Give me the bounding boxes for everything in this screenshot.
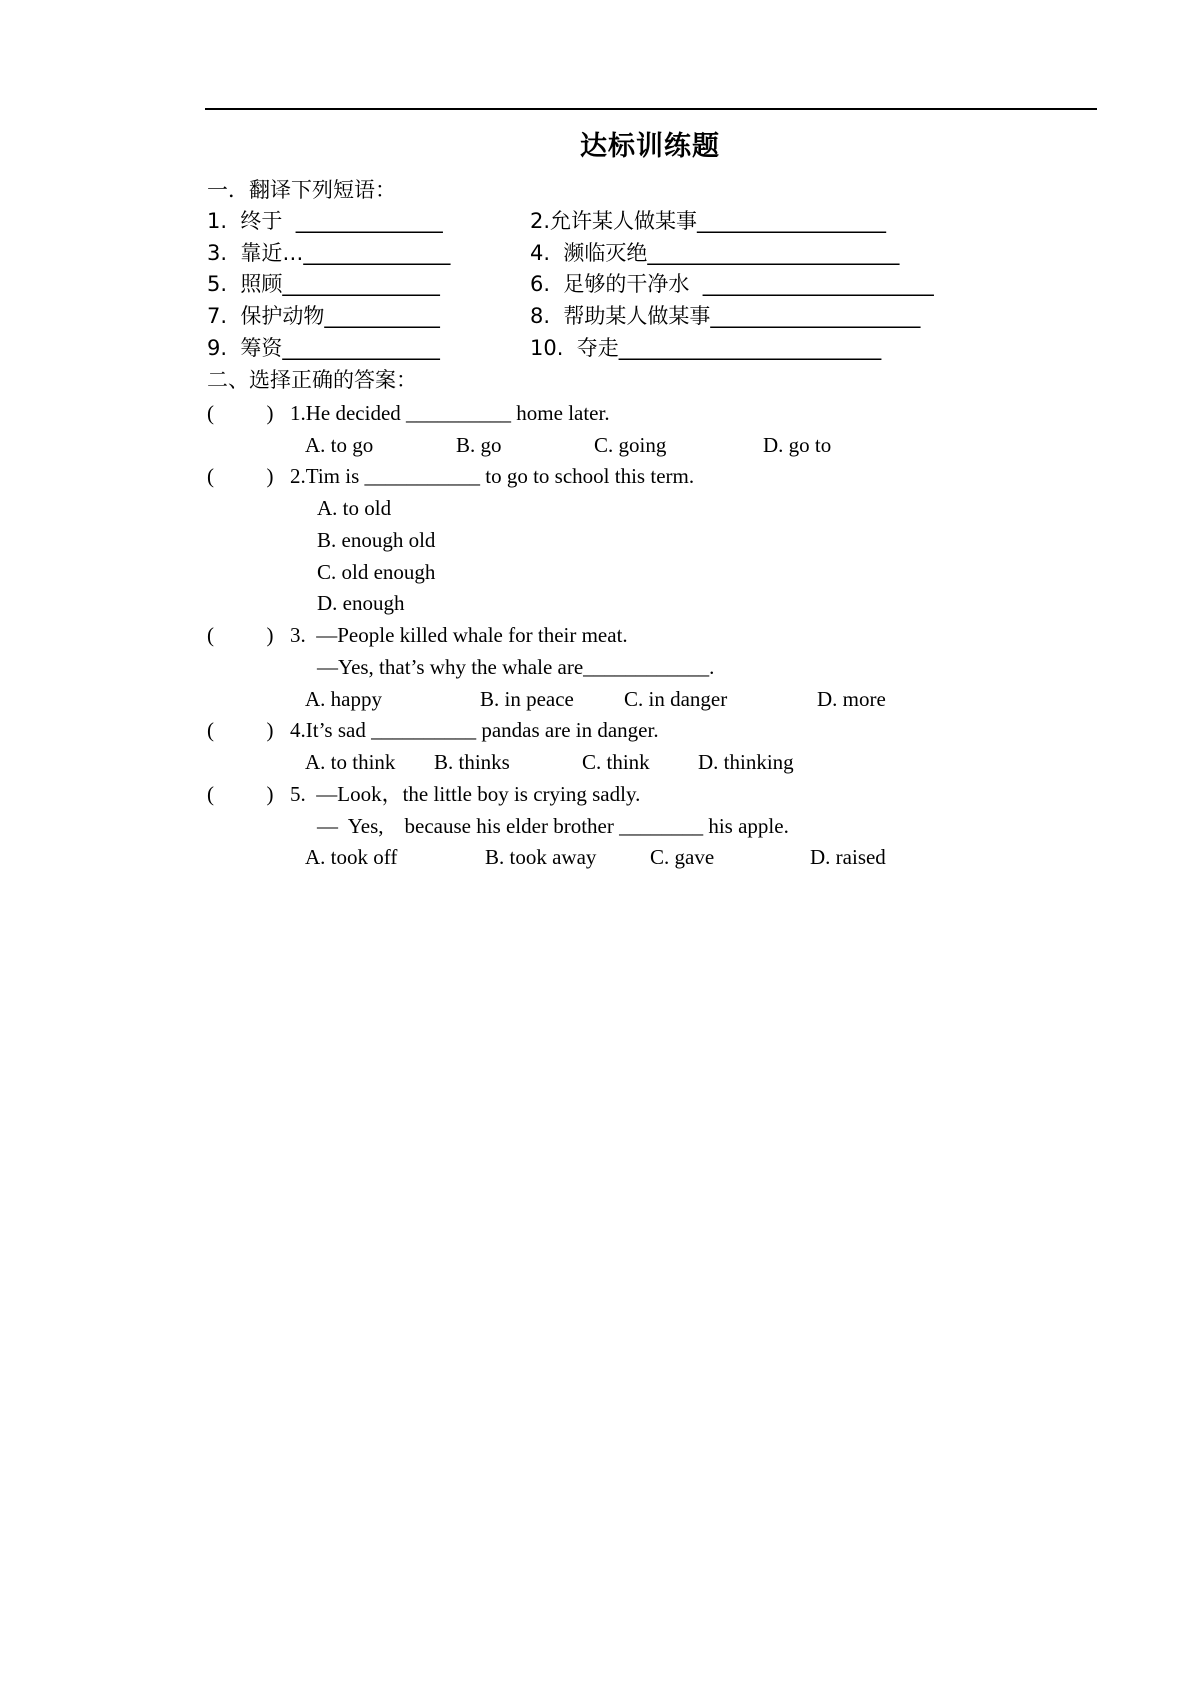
question-stem-reply: — Yes, because his elder brother ________ his apple.: [317, 814, 789, 838]
question-stem: 4.It’s sad __________ pandas are in danger.: [290, 718, 659, 742]
section2-heading: 二、选择正确的答案：: [207, 368, 417, 392]
answer-paren: ( ): [207, 464, 274, 488]
question-stem: 1.He decided __________ home later.: [290, 401, 610, 425]
phrase-item: 8. 帮助某人做某事____________________: [530, 304, 921, 328]
phrase-item: 7. 保护动物___________: [207, 304, 440, 328]
answer-paren: ( ): [207, 782, 274, 806]
option-b: B. thinks: [434, 750, 510, 774]
option-c: C. think: [582, 750, 650, 774]
option-a: A. to old: [317, 496, 392, 520]
option-a: A. happy: [305, 687, 382, 711]
option-d: D. go to: [763, 433, 832, 457]
phrase-item: 10. 夺走_________________________: [530, 336, 882, 360]
option-c: C. old enough: [317, 560, 436, 584]
option-b: B. took away: [485, 845, 597, 869]
option-a: A. took off: [305, 845, 398, 869]
phrase-item: 3. 靠近…______________: [207, 241, 451, 265]
question-stem: 5. —Look，the little boy is crying sadly.: [290, 782, 641, 806]
phrase-item: 5. 照顾_______________: [207, 272, 440, 296]
option-c: C. going: [594, 433, 667, 457]
option-d: D. thinking: [698, 750, 794, 774]
answer-paren: ( ): [207, 401, 274, 425]
option-b: B. in peace: [480, 687, 574, 711]
option-b: B. go: [456, 433, 502, 457]
header-rule: [205, 108, 1097, 110]
option-d: D. more: [817, 687, 886, 711]
phrase-item: 9. 筹资_______________: [207, 336, 440, 360]
phrase-item: 2.允许某人做某事__________________: [530, 209, 887, 233]
phrase-item: 4. 濒临灭绝________________________: [530, 241, 900, 265]
option-c: C. in danger: [624, 687, 728, 711]
section1-heading: 一．翻译下列短语：: [207, 178, 396, 202]
phrase-item: 6. 足够的干净水 ______________________: [530, 272, 934, 296]
option-d: D. enough: [317, 591, 405, 615]
question-stem: 3. —People killed whale for their meat.: [290, 623, 628, 647]
option-b: B. enough old: [317, 528, 436, 552]
answer-paren: ( ): [207, 718, 274, 742]
phrase-item: 1. 终于 ______________: [207, 209, 443, 233]
option-a: A. to go: [305, 433, 374, 457]
option-c: C. gave: [650, 845, 715, 869]
question-stem: 2.Tim is ___________ to go to school this term.: [290, 464, 695, 488]
option-d: D. raised: [810, 845, 886, 869]
page-title: 达标训练题: [580, 131, 720, 162]
question-stem-reply: —Yes, that’s why the whale are____________.: [317, 655, 715, 679]
answer-paren: ( ): [207, 623, 274, 647]
option-a: A. to think: [305, 750, 396, 774]
